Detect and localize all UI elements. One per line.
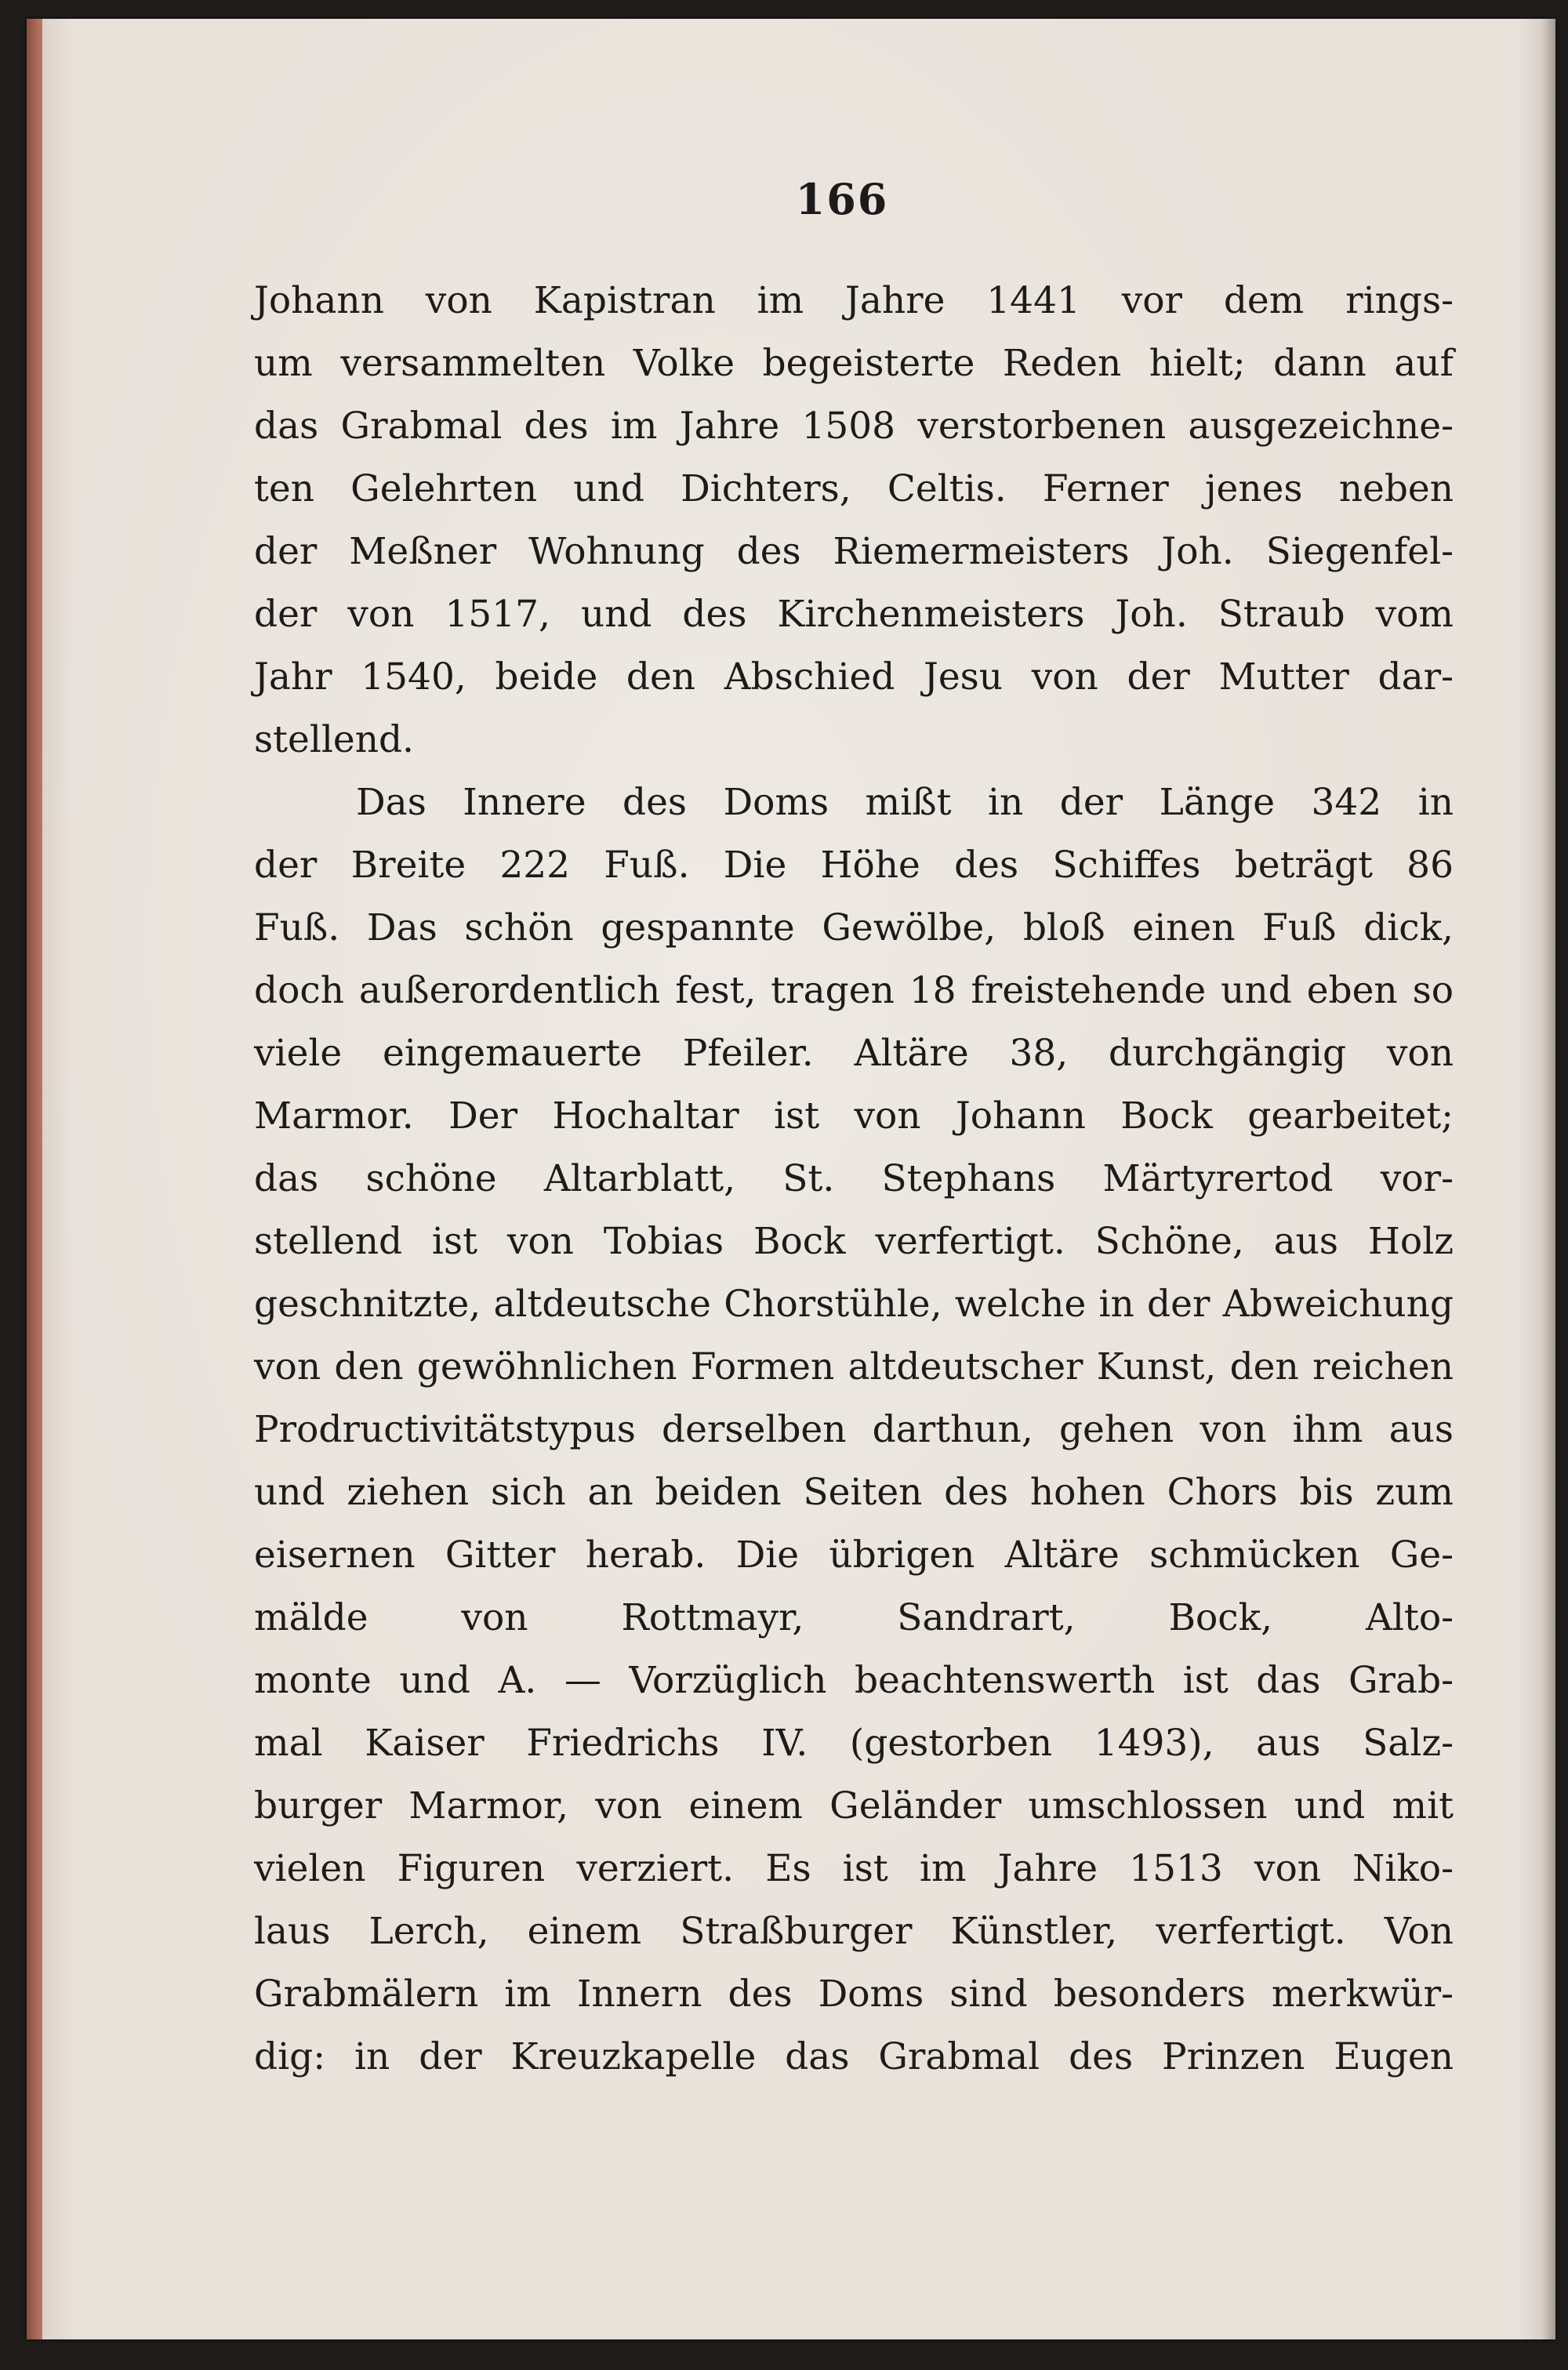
text-line: um versammelten Volke begeisterte Reden hielt; dann auf	[254, 342, 1454, 385]
text-line: Prodructivitätstypus derselben darthun, gehen von ihm aus	[254, 1408, 1454, 1451]
body-text	[254, 270, 1454, 2089]
book-spine-edge	[27, 19, 42, 2339]
text-line: geschnitzte, altdeutsche Chorstühle, welche in der Abweichung	[254, 1283, 1454, 1326]
text-line: Jahr 1540, beide den Abschied Jesu von der Mutter dar-	[254, 655, 1454, 699]
paragraph-start-line: Das Innere des Doms mißt in der Länge 342 in	[356, 781, 1454, 824]
text-line: vielen Figuren verziert. Es ist im Jahre 1513 von Niko-	[254, 1847, 1454, 1890]
text-line: viele eingemauerte Pfeiler. Altäre 38, durchgängig von	[254, 1032, 1454, 1075]
book-page	[27, 19, 1555, 2339]
text-line: dig: in der Kreuzkapelle das Grabmal des Prinzen Eugen	[254, 2035, 1454, 2078]
text-line: monte und A. — Vorzüglich beachtenswerth ist das Grab-	[254, 1659, 1454, 1702]
text-line: stellend.	[254, 718, 414, 761]
text-line: eisernen Gitter herab. Die übrigen Altäre schmücken Ge-	[254, 1533, 1454, 1577]
text-line: ten Gelehrten und Dichters, Celtis. Ferner jenes neben	[254, 467, 1454, 510]
text-line: doch außerordentlich fest, tragen 18 freistehende und eben so	[254, 969, 1454, 1012]
text-line: laus Lerch, einem Straßburger Künstler, verfertigt. Von	[254, 1910, 1454, 1953]
text-line: Fuß. Das schön gespannte Gewölbe, bloß einen Fuß dick,	[254, 906, 1454, 949]
text-line: und ziehen sich an beiden Seiten des hohen Chors bis zum	[254, 1471, 1454, 1514]
text-line: der Breite 222 Fuß. Die Höhe des Schiffes beträgt 86	[254, 844, 1454, 887]
text-line: der von 1517, und des Kirchenmeisters Joh. Straub vom	[254, 593, 1454, 636]
text-line: von den gewöhnlichen Formen altdeutscher Kunst, den reichen	[254, 1345, 1454, 1388]
text-line: der Meßner Wohnung des Riemermeisters Joh. Siegenfel-	[254, 530, 1454, 573]
page-edge	[1541, 19, 1555, 2339]
text-line: mal Kaiser Friedrichs IV. (gestorben 1493), aus Salz-	[254, 1722, 1454, 1765]
text-line: das Grabmal des im Jahre 1508 verstorbenen ausgezeichne-	[254, 405, 1454, 448]
text-line: Grabmälern im Innern des Doms sind besonders merkwür-	[254, 1973, 1454, 2016]
text-line: Johann von Kapistran im Jahre 1441 vor dem rings-	[254, 279, 1454, 322]
text-line: Marmor. Der Hochaltar ist von Johann Bock gearbeitet;	[254, 1094, 1454, 1138]
text-line: das schöne Altarblatt, St. Stephans Märtyrertod vor-	[254, 1157, 1454, 1200]
text-line: burger Marmor, von einem Geländer umschlossen und mit	[254, 1784, 1454, 1827]
text-line: stellend ist von Tobias Bock verfertigt. Schöne, aus Holz	[254, 1220, 1454, 1263]
text-line: mälde von Rottmayr, Sandrart, Bock, Alto-	[254, 1596, 1454, 1639]
page-number: 166	[795, 174, 889, 224]
